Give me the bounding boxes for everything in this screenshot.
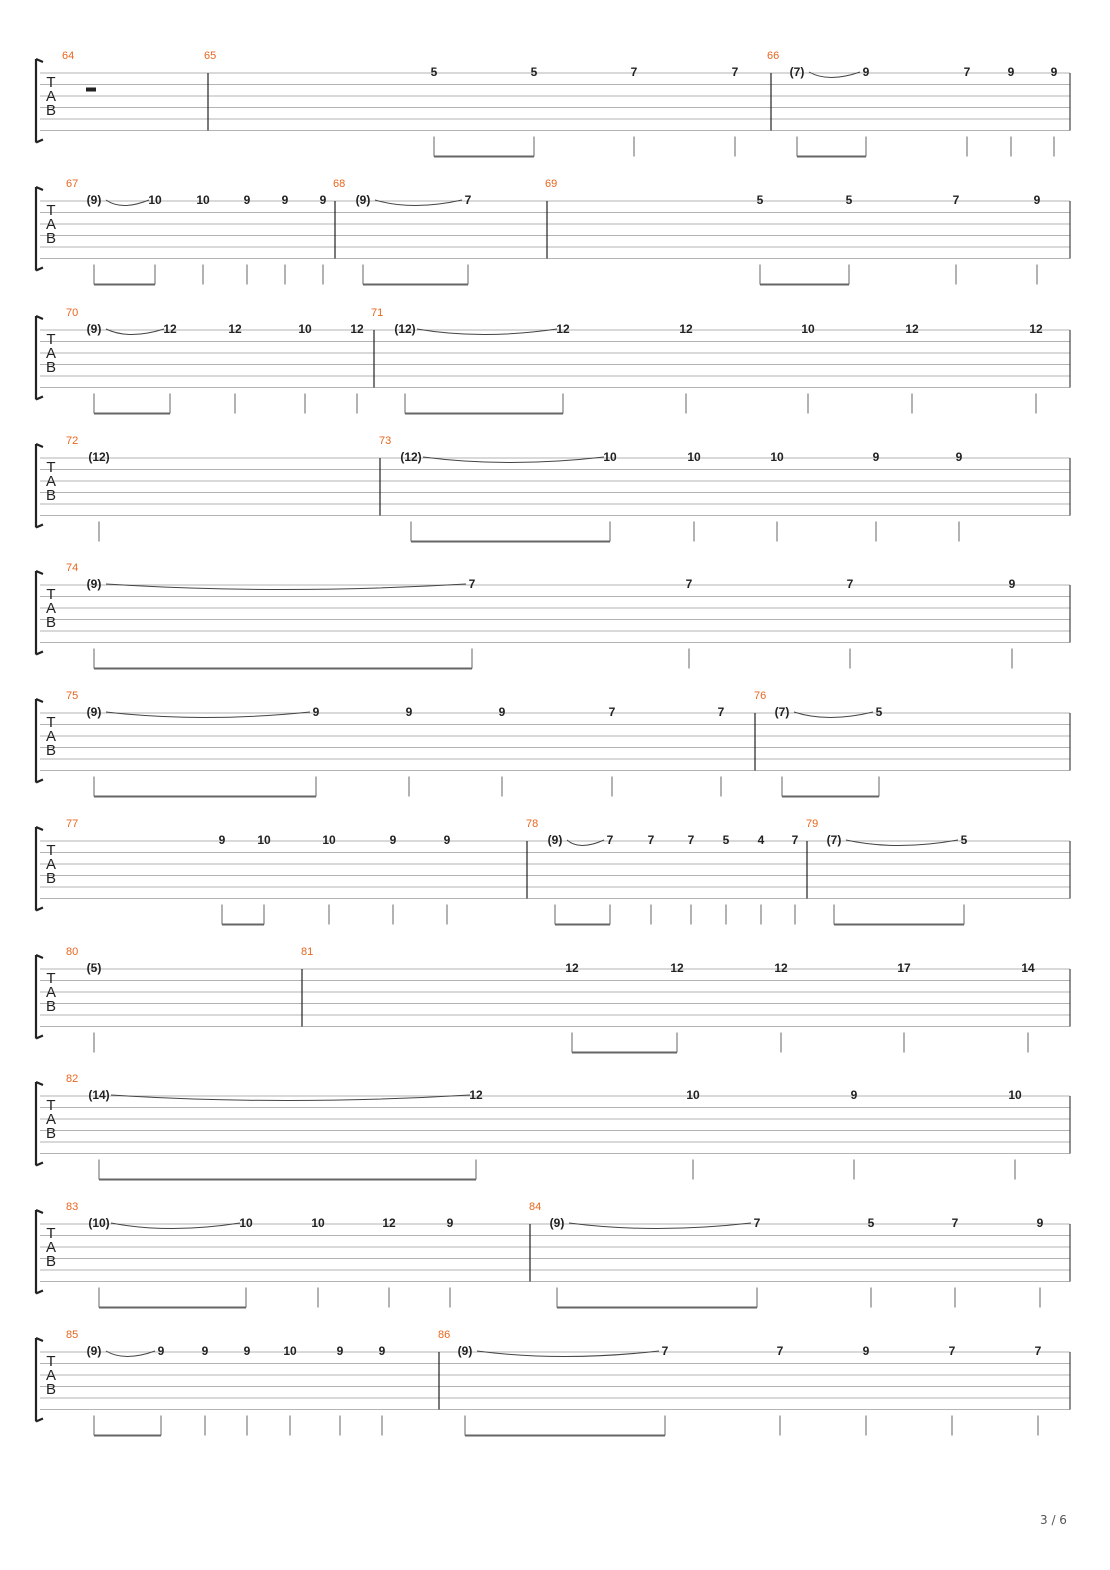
tab-clef-letter: T [46,1353,56,1370]
fret-number: 17 [897,961,911,975]
fret-number: 9 [281,193,289,207]
fret-number: 7 [731,65,739,79]
system-bracket [36,1338,43,1422]
fret-number: 9 [243,1344,251,1358]
tab-clef-letter: T [46,74,56,91]
measure-number: 86 [438,1329,451,1341]
system-bracket [36,699,43,783]
tab-system [36,1073,1070,1180]
fret-number: 12 [905,322,919,336]
fret-number: 10 [239,1216,253,1230]
fret-number: (12) [88,450,110,464]
system-bracket [36,1082,43,1166]
measure-number: 75 [66,690,79,702]
fret-number: 12 [350,322,364,336]
fret-number: 12 [679,322,693,336]
fret-number: 5 [530,65,538,79]
tab-clef-letter: A [45,345,57,362]
tab-system [36,178,1070,285]
fret-number: 5 [722,833,730,847]
fret-number: 7 [468,577,476,591]
measure-number: 66 [767,50,780,62]
system-bracket [36,444,43,528]
tab-clef-letter: A [45,728,57,745]
tab-system [36,946,1070,1053]
fret-number: 7 [661,1344,669,1358]
fret-number: 12 [1029,322,1043,336]
fret-number: 10 [770,450,784,464]
tab-clef-letter: T [46,586,56,603]
measure-number: 65 [204,50,217,62]
fret-number: 5 [430,65,438,79]
measure-number: 71 [371,307,384,319]
system-bracket [36,827,43,911]
fret-number: (10) [88,1216,110,1230]
fret-number: 9 [955,450,963,464]
fret-number: 9 [1033,193,1041,207]
fret-number: 12 [469,1088,483,1102]
fret-number: 7 [753,1216,761,1230]
fret-number: 12 [556,322,570,336]
fret-number: 10 [1008,1088,1022,1102]
fret-number: 10 [283,1344,297,1358]
fret-number: (9) [457,1344,473,1358]
fret-number: (9) [86,577,102,591]
half-rest [86,88,96,92]
tab-clef-letter: B [45,742,57,759]
measure-number: 64 [62,50,75,62]
measure-number: 83 [66,1201,79,1213]
tab-system [36,50,1070,157]
measure-number: 72 [66,435,79,447]
measure-number: 74 [66,562,79,574]
fret-number: 12 [228,322,242,336]
measure-number: 78 [526,818,539,830]
fret-number: 7 [685,577,693,591]
fret-number: 7 [687,833,695,847]
fret-number: 9 [1036,1216,1044,1230]
fret-number: 9 [201,1344,209,1358]
fret-number: (9) [549,1216,565,1230]
fret-number: 10 [801,322,815,336]
fret-number: (9) [86,322,102,336]
fret-number: 10 [686,1088,700,1102]
tab-clef-letter: A [45,1239,57,1256]
fret-number: 9 [443,833,451,847]
tab-system [36,690,1070,797]
measure-number: 77 [66,818,79,830]
fret-number: 9 [389,833,397,847]
measure-number: 81 [301,946,314,958]
system-bracket [36,59,43,143]
fret-number: 7 [963,65,971,79]
tab-clef-letter: B [45,1253,57,1270]
fret-number: (7) [789,65,805,79]
tab-clef-letter: A [45,600,57,617]
tab-clef-letter: B [45,870,57,887]
fret-number: (9) [547,833,563,847]
measure-number: 79 [806,818,819,830]
system-bracket [36,187,43,271]
tab-clef-letter: B [45,359,57,376]
fret-number: 10 [322,833,336,847]
measure-number: 70 [66,307,79,319]
fret-number: 9 [378,1344,386,1358]
tab-clef-letter: T [46,970,56,987]
fret-number: 7 [717,705,725,719]
tab-system [36,1201,1070,1308]
fret-number: 12 [670,961,684,975]
fret-number: 9 [1008,577,1016,591]
tab-clef-letter: B [45,998,57,1015]
fret-number: 12 [774,961,788,975]
tab-clef-letter: A [45,1367,57,1384]
tab-clef-letter: A [45,984,57,1001]
tab-system [36,435,1070,542]
tab-clef-letter: B [45,230,57,247]
fret-number: 7 [776,1344,784,1358]
fret-number: 7 [647,833,655,847]
fret-number: 9 [243,193,251,207]
fret-number: 10 [298,322,312,336]
system-bracket [36,1210,43,1294]
tab-clef-letter: T [46,842,56,859]
fret-number: 7 [948,1344,956,1358]
fret-number: 7 [608,705,616,719]
fret-number: 9 [872,450,880,464]
system-bracket [36,571,43,655]
tab-clef-letter: T [46,202,56,219]
fret-number: (9) [86,193,102,207]
fret-number: 14 [1021,961,1035,975]
fret-number: 5 [756,193,764,207]
system-bracket [36,955,43,1039]
fret-number: (5) [86,961,102,975]
measure-number: 73 [379,435,392,447]
fret-number: (9) [86,1344,102,1358]
tab-clef-letter: B [45,487,57,504]
fret-number: 9 [446,1216,454,1230]
tab-clef-letter: B [45,102,57,119]
fret-number: 9 [1050,65,1058,79]
measure-number: 69 [545,178,558,190]
fret-number: 9 [850,1088,858,1102]
measure-number: 68 [333,178,346,190]
fret-number: 5 [960,833,968,847]
fret-number: 7 [951,1216,959,1230]
fret-number: 9 [862,65,870,79]
fret-number: 12 [382,1216,396,1230]
fret-number: 5 [867,1216,875,1230]
fret-number: (12) [400,450,422,464]
measure-number: 76 [754,690,767,702]
tab-clef-letter: A [45,473,57,490]
fret-number: 7 [1034,1344,1042,1358]
tab-clef-letter: T [46,1097,56,1114]
tab-clef-letter: A [45,88,57,105]
tab-clef-letter: T [46,1225,56,1242]
fret-number: 9 [498,705,506,719]
fret-number: (14) [88,1088,110,1102]
tab-clef-letter: T [46,331,56,348]
measure-number: 82 [66,1073,79,1085]
measure-number: 80 [66,946,79,958]
tab-system [36,818,1070,925]
fret-number: 9 [405,705,413,719]
fret-number: 10 [603,450,617,464]
tab-system [36,1329,1070,1436]
fret-number: 9 [1007,65,1015,79]
fret-number: (9) [86,705,102,719]
fret-number: 9 [218,833,226,847]
fret-number: 10 [196,193,210,207]
fret-number: 7 [791,833,799,847]
fret-number: 9 [336,1344,344,1358]
tab-system [36,562,1070,669]
fret-number: 10 [148,193,162,207]
fret-number: 10 [257,833,271,847]
measure-number: 84 [529,1201,542,1213]
fret-number: 12 [163,322,177,336]
fret-number: 12 [565,961,579,975]
fret-number: 7 [464,193,472,207]
tab-clef-letter: B [45,1125,57,1142]
fret-number: 7 [606,833,614,847]
fret-number: 10 [311,1216,325,1230]
tab-clef-letter: B [45,1381,57,1398]
fret-number: 9 [312,705,320,719]
measure-number: 85 [66,1329,79,1341]
tab-clef-letter: T [46,459,56,476]
tab-clef-letter: B [45,614,57,631]
fret-number: 4 [757,833,765,847]
tab-clef-letter: A [45,1111,57,1128]
fret-number: 7 [630,65,638,79]
tab-clef-letter: A [45,856,57,873]
fret-number: (7) [774,705,790,719]
fret-number: (7) [826,833,842,847]
system-bracket [36,316,43,400]
fret-number: 5 [875,705,883,719]
measure-number: 67 [66,178,79,190]
tab-system [36,307,1070,414]
fret-number: 5 [845,193,853,207]
tab-clef-letter: A [45,216,57,233]
tab-clef-letter: T [46,714,56,731]
fret-number: 7 [846,577,854,591]
fret-number: 9 [319,193,327,207]
fret-number: 9 [862,1344,870,1358]
fret-number: (12) [394,322,416,336]
fret-number: (9) [355,193,371,207]
fret-number: 7 [952,193,960,207]
fret-number: 10 [687,450,701,464]
page-number: 3 / 6 [1040,1513,1067,1527]
fret-number: 9 [157,1344,165,1358]
